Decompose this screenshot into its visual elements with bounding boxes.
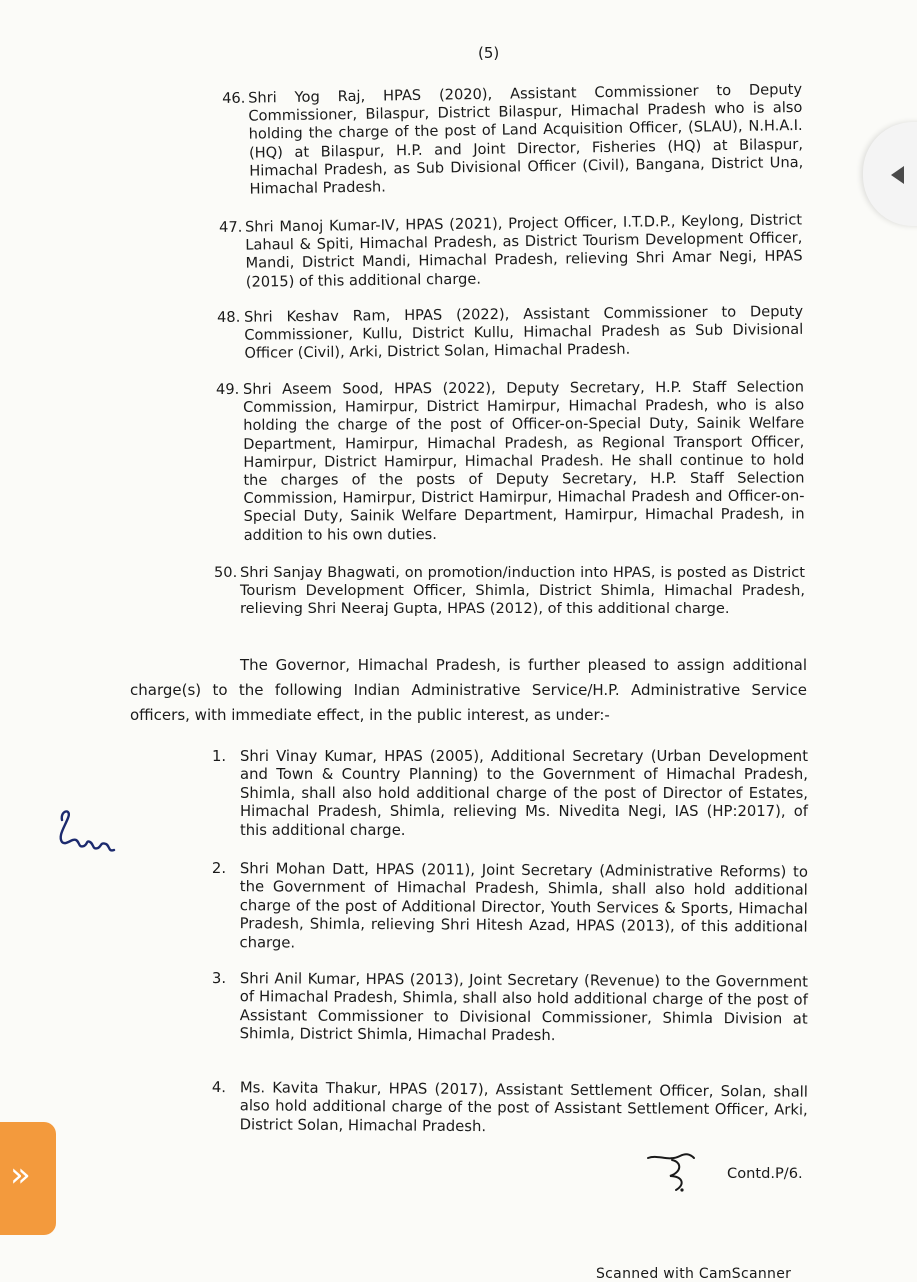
item-text: Shri Anil Kumar, HPAS (2013), Joint Secretary (Revenue) to the Government of Himachal Pradesh, Shimla, shall also hold additional charge of the post of Assistant Commissioner to Divisional Commissioner, Shimla Division at Shimla, District Shimla, Himachal Pradesh. [239, 970, 808, 1045]
item-number: 4. [211, 1079, 227, 1097]
list-item [214, 564, 805, 619]
item-text: Shri Manoj Kumar-IV, HPAS (2021), Project Officer, I.T.D.P., Keylong, District Lahaul & Spiti, Himachal Pradesh, as District Tourism Development Officer, Mandi, District Mandi, Himachal Pradesh, relieving Shri Amar Negi, HPAS (2015) of this additional charge. [244, 211, 803, 291]
item-number: 1. [212, 748, 227, 765]
chevron-left-icon [891, 166, 904, 184]
body-paragraph: The Governor, Himachal Pradesh, is further pleased to assign additional charge(s) to the following Indian Administrative Service/H.P. Administrative Service officers, with immediate effect, in the public interest, as under:- [130, 656, 807, 724]
signature-mark [646, 1148, 706, 1196]
item-text: Ms. Kavita Thakur, HPAS (2017), Assistant Settlement Officer, Solan, shall also hold additional charge of the post of Assistant Settlement Officer, Arki, District Solan, Himachal Pradesh. [239, 1079, 808, 1135]
item-text: Shri Aseem Sood, HPAS (2022), Deputy Secretary, H.P. Staff Selection Commission, Hamirpur, District Hamirpur, Himachal Pradesh, who is also holding the charge of the post of Officer-on-Special Duty, Sainik Welfare Department, Hamirpur, Himachal Pradesh, as Regional Transport Officer, Hamirpur, District Hamirpur, Himachal Pradesh. He shall continue to hold the charges of the posts of Deputy Secretary, H.P. Staff Selection Commission, Hamirpur, District Hamirpur, Himachal Pradesh and Officer-on-Special Duty, Sainik Welfare Department, Hamirpur, Himachal Pradesh, in addition to his own duties. [242, 378, 805, 544]
sub-list-item [212, 970, 808, 1047]
continued-label: Contd.P/6. [727, 1165, 803, 1182]
item-text: Shri Mohan Datt, HPAS (2011), Joint Secretary (Administrative Reforms) to the Government of Himachal Pradesh, Shimla, shall also hold additional charge of the post of Additional Director, Youth Services & Sports, Himachal Pradesh, Shimla, relieving Shri Hitesh Azad, HPAS (2013), of this additional charge. [239, 860, 808, 952]
item-number: 49. [216, 380, 240, 398]
sub-list-item [212, 748, 808, 840]
item-number: 47. [219, 218, 243, 236]
item-text: Shri Sanjay Bhagwati, on promotion/induction into HPAS, is posted as District Tourism Development Officer, Shimla, District Shimla, Himachal Pradesh, relieving Shri Neeraj Gupta, HPAS (2012), of this additional charge. [240, 564, 805, 618]
sub-list-item [212, 1079, 808, 1139]
list-item [219, 211, 803, 291]
item-number: 2. [211, 860, 227, 878]
margin-initials-signature [56, 806, 116, 856]
item-number: 48. [217, 308, 241, 326]
item-number: 3. [211, 970, 227, 988]
list-item [216, 378, 805, 544]
next-page-tab[interactable] [0, 1122, 56, 1235]
item-number: 46. [222, 89, 246, 107]
item-text: Shri Vinay Kumar, HPAS (2005), Additional Secretary (Urban Development and Town & Country Planning) to the Government of Himachal Pradesh, Shimla, shall also hold additional charge of the post of Director of Estates, Himachal Pradesh, Shimla, relieving Ms. Nivedita Negi, IAS (HP:2017), of this additional charge. [240, 748, 808, 839]
scanner-watermark: Scanned with CamScanner [596, 1266, 792, 1282]
item-number: 50. [214, 564, 238, 581]
list-item [222, 81, 804, 199]
double-chevron-right-icon: » [10, 1155, 31, 1195]
page-number: (5) [478, 44, 500, 62]
item-text: Shri Keshav Ram, HPAS (2022), Assistant Commissioner to Deputy Commissioner, Kullu, District Kullu, Himachal Pradesh as Sub Divisional Officer (Civil), Arki, District Solan, Himachal Pradesh. [243, 302, 804, 363]
sub-list-item [211, 860, 808, 956]
list-item [217, 303, 804, 364]
item-text: Shri Yog Raj, HPAS (2020), Assistant Commissioner to Deputy Commissioner, Bilaspur, District Bilaspur, Himachal Pradesh who is also holding the charge of the post of Land Acquisition Officer, (SLAU), N.H.A.I. (HQ) at Bilaspur, H.P. and Joint Director, Fisheries (HQ) at Bilaspur, Himachal Pradesh, as Sub Divisional Officer (Civil), Bangana, District Una, Himachal Pradesh. [247, 80, 804, 198]
